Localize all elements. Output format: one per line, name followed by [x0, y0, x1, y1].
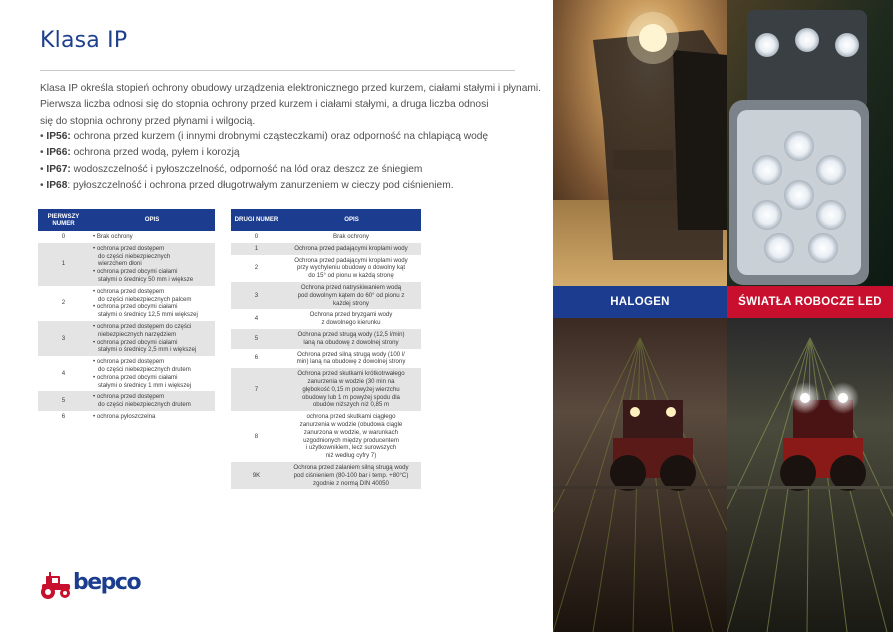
row-description [282, 349, 421, 369]
description-line: min) laną na obudowę z dowolnej strony [296, 358, 406, 366]
row-number: 3 [231, 282, 282, 309]
row-description [282, 282, 421, 309]
row-number: 6 [61, 412, 66, 420]
description-line: przy wychyleniu obudowy o dowolny kąt [296, 264, 406, 272]
table-row [38, 356, 215, 391]
description-line: • ochrona przed obcymi ciałami [93, 373, 178, 381]
row-description [89, 286, 215, 321]
ip-class-list [40, 129, 550, 195]
row-number: 6 [254, 354, 259, 362]
led-lamp-photo [727, 0, 893, 286]
row-description [89, 231, 215, 243]
description-line: Ochrona przed zalaniem silną strugą wody [293, 463, 409, 471]
table-row [231, 462, 421, 489]
description-line: • ochrona przed obcymi ciałami [93, 303, 178, 311]
column-header-description: OPIS [282, 209, 421, 231]
row-description [282, 309, 421, 329]
table-row [231, 368, 421, 411]
second-digit-table [231, 209, 421, 489]
row-number: 7 [231, 368, 282, 411]
first-digit-rows [38, 231, 215, 423]
table-row [231, 349, 421, 369]
halogen-lamp-photo [553, 0, 727, 286]
ip-code: IP66: [46, 147, 71, 159]
ip-code: IP67: [46, 163, 71, 175]
description-line: • ochrona przed dostępem do części [93, 322, 192, 330]
ip-class-item: • IP56: ochrona przed kurzem (i innymi drobnymi cząsteczkami) oraz odporność na chlapiącą wodę [40, 131, 489, 142]
second-digit-rows [231, 231, 421, 489]
intro-line: Klasa IP określa stopień ochrony obudowy urządzenia elektronicznego przed kurzem, ciałami stałymi i płynami. [40, 83, 541, 94]
description-line: pod ciśnieniem (80-100 bar i temp. +80°C) [293, 471, 409, 479]
row-number: 1 [231, 243, 282, 255]
table-row [38, 286, 215, 321]
description-line: zanurzenia w wodzie (obudowa ciągle [299, 420, 403, 428]
description-line: do części niebezpiecznych [98, 252, 171, 260]
description-line: niebezpiecznych narzędziem [98, 330, 177, 338]
description-line: zanurzona w wodzie, w warunkach [303, 428, 399, 436]
description-line: do części niebezpiecznych palcem [98, 295, 192, 303]
description-line: do części niebezpiecznych drutem [98, 365, 191, 373]
intro-line: się do stopnia ochrony przed płynami i wilgocią. [40, 115, 256, 127]
description-line: Ochrona przed bryzgami wody [309, 311, 393, 319]
description-line: stałymi o średnicy 2,5 mm i większej [98, 346, 197, 354]
description-line: Ochrona przed natryskiwaniem wodą [300, 283, 402, 291]
description-line: • ochrona przed dostępem [93, 393, 165, 401]
description-line: stałymi o średnicy 12,5 mmi większej [98, 311, 198, 319]
description-line: stałymi o średnicy 50 mm i większe [98, 275, 194, 283]
row-description [89, 356, 215, 391]
intro-paragraph [40, 81, 550, 130]
column-header-number: PIERWSZY NUMER [38, 209, 89, 231]
description-line: Brak ochrony [333, 233, 369, 240]
led-label: ŚWIATŁA ROBOCZE LED [727, 286, 893, 318]
led-field-photo [727, 318, 893, 632]
table-row [231, 329, 421, 349]
row-description [282, 368, 421, 411]
table-row [231, 309, 421, 329]
table-row [231, 255, 421, 282]
description-line: obudów niższych niż 0,85 m [312, 401, 390, 409]
row-number: 0 [61, 233, 66, 240]
description-line: • ochrona przed dostępem [93, 358, 165, 366]
row-number: 5 [38, 391, 89, 411]
row-description [282, 411, 421, 462]
description-line: • ochrona przed obcymi ciałami [93, 338, 178, 346]
ip-code: IP56: [46, 131, 71, 142]
description-line: stałymi o średnicy 1 mm i większej [98, 381, 192, 389]
description-line: obudowy lub 1 m powyżej spodu dla [302, 393, 400, 401]
description-line: pod dowolnym kątem do 60° od pionu z [297, 291, 405, 299]
comparison-panel [553, 0, 893, 632]
row-number: 9K [231, 462, 282, 489]
description-line: Ochrona przed skutkami krótkotrwałego [297, 370, 405, 378]
ip-description: : pyłoszczelność i ochrona przed długotrwałym zanurzeniem w cieczy pod ciśnieniem. [67, 180, 454, 192]
description-line: zanurzenia w wodzie (30 min na [307, 377, 395, 385]
column-header-number: DRUGI NUMER [231, 209, 282, 231]
table-row [38, 391, 215, 411]
row-description [89, 411, 215, 423]
page-title: Klasa IP [40, 28, 128, 53]
description-line: Ochrona przed strugą wody (12,5 l/min) [297, 330, 405, 338]
description-line: Ochrona przed padającymi kroplami wody [294, 256, 408, 264]
description-line: zgodnie z normą DIN 40050 [313, 479, 389, 487]
row-number: 4 [254, 315, 259, 323]
row-description [282, 329, 421, 349]
table-row [231, 243, 421, 255]
table-row [231, 411, 421, 462]
row-number: 8 [254, 432, 259, 440]
ip-class-item: • IP67: wodoszczelność i pyłoszczelność, odporność na lód oraz deszcz ze śniegiem [40, 163, 423, 175]
halogen-label: HALOGEN [553, 286, 727, 318]
row-number: 4 [61, 369, 66, 377]
description-line: ochrona przed skutkami ciągłego [306, 413, 396, 421]
title-divider [40, 70, 515, 71]
row-number: 5 [231, 329, 282, 349]
row-description [282, 462, 421, 489]
description-line: z dowolnego kierunku [321, 319, 381, 327]
description-line: Ochrona przed padającymi kroplami wody [294, 244, 408, 252]
row-number: 2 [254, 264, 259, 272]
table-row [231, 231, 421, 243]
description-line: głębokość 0,15 m powyżej wierzchu [302, 385, 400, 393]
description-line: każdej strony [333, 299, 369, 307]
table-row [38, 243, 215, 286]
description-line: laną na obudowę z dowolnej strony [303, 338, 399, 346]
description-line: do części niebezpiecznych drutem [98, 401, 191, 409]
description-line: wierzchem dłoni [98, 260, 142, 268]
row-description [89, 321, 215, 356]
description-line: • Brak ochrony [93, 233, 133, 240]
description-line: Ochrona przed silną strugą wody (100 l/ [297, 350, 405, 358]
ip-description: ochrona przed wodą, pyłem i korozją [70, 147, 240, 159]
table-row [38, 411, 215, 423]
ip-description: ochrona przed kurzem (i innymi drobnymi cząsteczkami) oraz odporność na chlapiącą wodę [70, 131, 489, 142]
column-header-description: OPIS [89, 209, 215, 231]
ip-class-item: • IP66: ochrona przed wodą, pyłem i korozją [40, 147, 240, 159]
ip-description: wodoszczelność i pyłoszczelność, odporność na lód oraz deszcz ze śniegiem [70, 163, 423, 175]
description-line: uzgodnionych między producentem [303, 436, 399, 444]
ip-code: IP68 [46, 180, 68, 192]
description-line: • ochrona przed dostępem [93, 244, 165, 252]
row-number: 3 [38, 321, 89, 356]
row-number: 1 [38, 243, 89, 286]
table-row [38, 321, 215, 356]
description-line: niż według cyfry 7) [325, 452, 377, 460]
intro-line: Pierwsza liczba odnosi się do stopnia ochrony przed kurzem i ciałami stałymi, a druga liczba odnosi [40, 99, 489, 111]
row-description [89, 391, 215, 411]
brand-logo-text: bepco [73, 570, 141, 595]
description-line: • ochrona przed dostępem [93, 287, 165, 295]
row-description [89, 243, 215, 286]
row-description [282, 231, 421, 243]
row-number: 2 [61, 299, 66, 307]
description-line: i użytkownikiem, lecz surowszych [305, 444, 397, 452]
halogen-field-photo [553, 318, 727, 632]
table-row [38, 231, 215, 243]
description-line: • ochrona przed obcymi ciałami [93, 268, 178, 276]
first-digit-table [38, 209, 215, 423]
row-number: 0 [254, 233, 259, 240]
description-line: do 15° od pionu w każdą stronę [308, 272, 394, 280]
row-description [282, 243, 421, 255]
description-line: • ochrona pyłoszczelna [93, 412, 156, 420]
ip-class-item: • IP68: pyłoszczelność i ochrona przed długotrwałym zanurzeniem w cieczy pod ciśnieniem. [40, 180, 454, 192]
row-description [282, 255, 421, 282]
table-row [231, 282, 421, 309]
